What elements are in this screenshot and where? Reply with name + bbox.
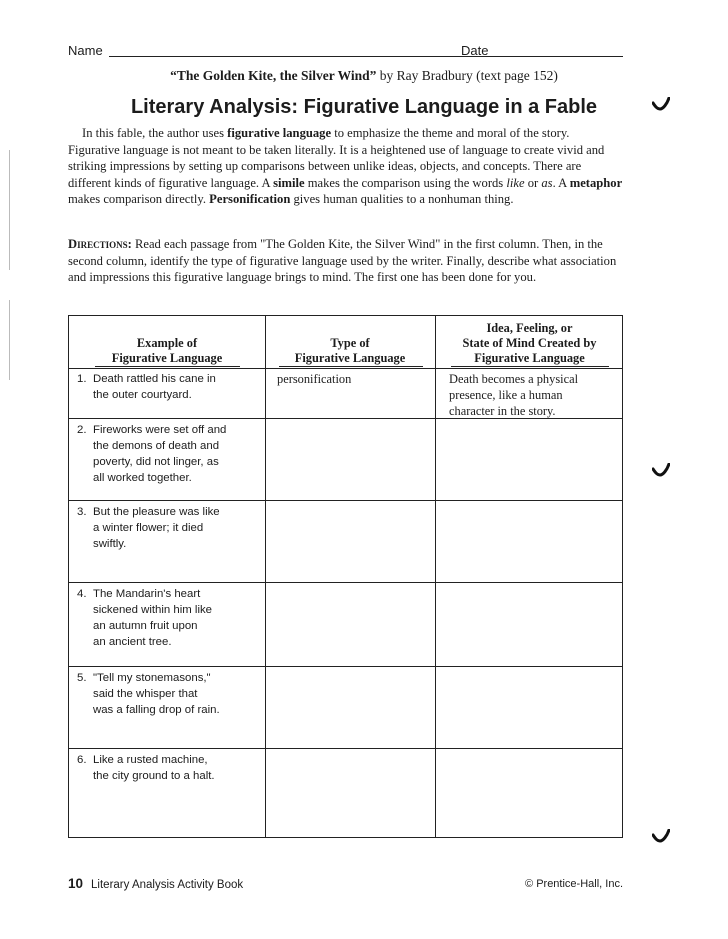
header-type: Type of Figurative Language xyxy=(294,336,406,365)
page-number: 10 xyxy=(68,876,84,891)
check-mark-icon xyxy=(652,97,670,111)
story-byline: by Ray Bradbury (text page 152) xyxy=(376,68,558,83)
type-cell[interactable] xyxy=(277,670,427,746)
page-title: Literary Analysis: Figurative Language in a Fable xyxy=(130,96,598,118)
check-mark-icon xyxy=(652,463,670,477)
binding-mark xyxy=(9,300,10,380)
story-title: “The Golden Kite, the Silver Wind” xyxy=(170,68,377,83)
idea-cell[interactable] xyxy=(449,586,619,662)
binding-mark xyxy=(9,150,10,270)
header-underline xyxy=(451,366,609,367)
table-row: 3. But the pleasure was like a winter flower; it died swiftly. xyxy=(77,506,220,550)
type-cell[interactable] xyxy=(277,422,427,498)
type-cell[interactable] xyxy=(277,752,427,832)
footer-left xyxy=(68,876,243,891)
idea-cell[interactable] xyxy=(449,752,619,832)
term-personification: Personification xyxy=(209,192,291,206)
directions-paragraph: Directions: Read each passage from "The Golden Kite, the Silver Wind" in the first column. Then, in the second column, identify the type of figurative language used by the writer. Finally, describe what association and impressions this figurative language brings to mind. The first one has been done for you. xyxy=(68,237,617,284)
name-blank-line[interactable] xyxy=(109,56,513,57)
date-blank-line[interactable] xyxy=(496,56,623,57)
row-divider xyxy=(69,748,622,749)
term-figurative-language: figurative language xyxy=(227,126,332,140)
date-label: Date xyxy=(461,43,489,58)
header-underline xyxy=(95,366,240,367)
row-divider xyxy=(69,666,622,667)
row-divider xyxy=(69,368,622,369)
directions-label: Directions: xyxy=(68,237,132,251)
type-cell[interactable] xyxy=(277,504,427,580)
check-mark-icon xyxy=(652,829,670,843)
story-reference xyxy=(0,68,728,84)
type-cell[interactable] xyxy=(277,586,427,662)
copyright: © Prentice-Hall, Inc. xyxy=(525,878,623,890)
type-cell[interactable]: personification xyxy=(277,372,352,386)
table-row: 4. The Mandarin's heart sickened within him like an autumn fruit upon an ancient tree. xyxy=(77,588,213,648)
header-example: Example of Figurative Language xyxy=(111,336,223,365)
column-divider xyxy=(435,316,436,837)
column-divider xyxy=(265,316,266,837)
intro-paragraph: In this fable, the author uses figurative language to emphasize the theme and moral of the story. Figurative language is not meant to be taken literally. It is a heightened use of language to create vivid and striking impressions by setting up comparisons between unlike ideas, objects, and concepts. There are different kinds of figurative language. A simile makes the comparison using the words like or as. A metaphor makes comparison directly. Personification gives human qualities to a nonhuman thing. xyxy=(68,126,623,206)
name-date-row xyxy=(68,43,623,63)
idea-cell[interactable] xyxy=(449,422,619,498)
name-label: Name xyxy=(68,43,103,58)
idea-cell[interactable]: Death becomes a physical presence, like a human character in the story. xyxy=(449,372,579,418)
term-simile: simile xyxy=(273,175,305,190)
table-row: 2. Fireworks were set off and the demons of death and poverty, did not linger, as all worked together. xyxy=(77,424,227,484)
row-divider xyxy=(69,582,622,583)
header-underline xyxy=(279,366,423,367)
book-title: Literary Analysis Activity Book xyxy=(91,879,244,891)
idea-cell[interactable] xyxy=(449,670,619,746)
header-idea: Idea, Feeling, or State of Mind Created by Figurative Language xyxy=(462,321,597,365)
table-row: 6. Like a rusted machine, the city ground to a halt. xyxy=(77,754,215,782)
term-metaphor: metaphor xyxy=(569,175,623,190)
analysis-table xyxy=(68,315,623,838)
row-divider xyxy=(69,500,622,501)
idea-cell[interactable] xyxy=(449,504,619,580)
table-row: 1. Death rattled his cane in the outer courtyard. xyxy=(77,373,216,401)
table-row: 5. "Tell my stonemasons," said the whisper that was a falling drop of rain. xyxy=(77,672,220,716)
